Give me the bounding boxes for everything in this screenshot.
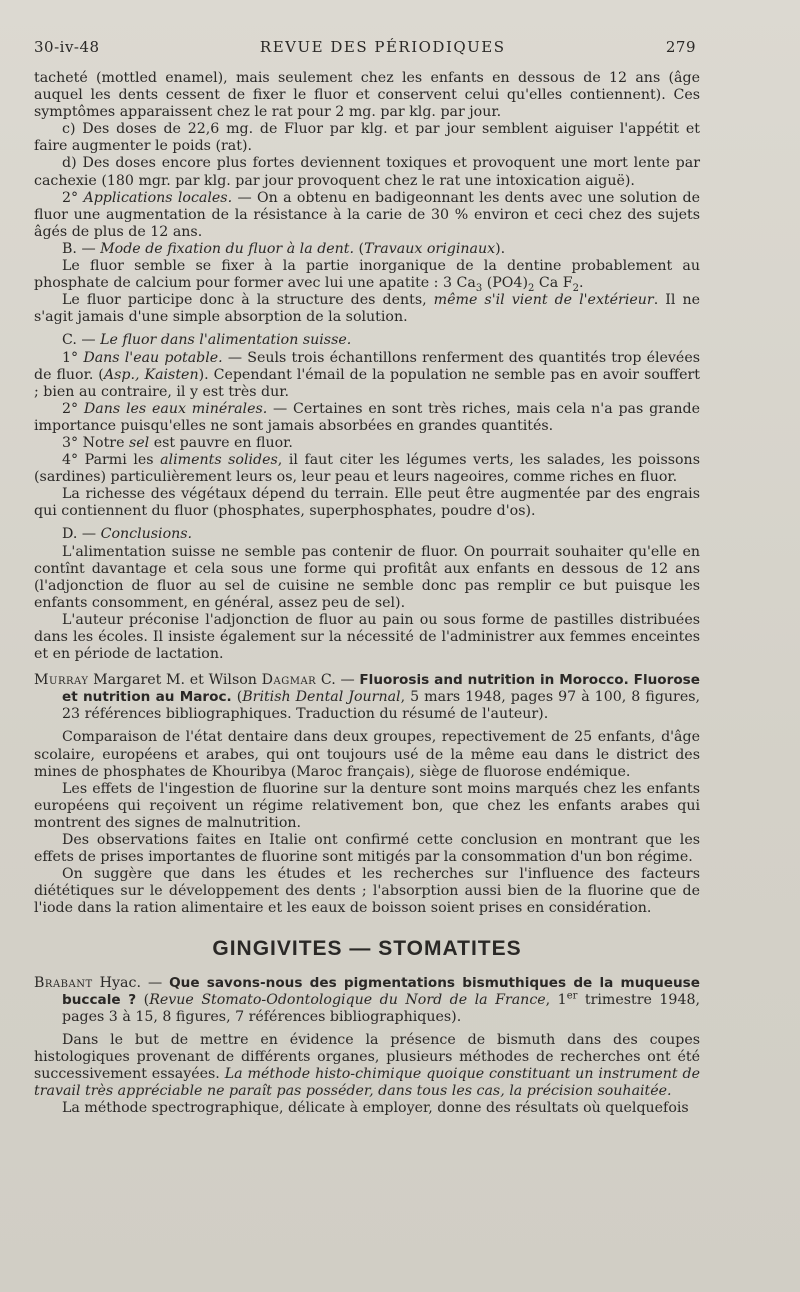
bismuth-text: Dans le but de mettre en évidence la présence de bismuth dans des coupes histologiques provenant de différents organes, plusieurs méthodes de recherches ont été successivement essayées. xyxy=(34,1031,700,1083)
paragraph-conclusion-2: L'auteur préconise l'adjonction de fluor au pain ou sous forme de pastilles distribuées dans les écoles. Il insiste également sur la nécessité de l'administrer aux femmes enceintes et en période de lactation. xyxy=(34,611,700,663)
reference-details: trimestre 1948, pages 3 à 15, 8 figures, 7 références bibliographiques). xyxy=(62,991,701,1025)
subheading-mineral-water: Dans les eaux minérales. xyxy=(83,400,268,417)
drinking-water-places: Asp., Kaisten xyxy=(103,366,199,383)
running-header xyxy=(34,38,700,56)
apatite-formula-part: Ca F xyxy=(534,275,573,292)
reference-author-rest: Hyac. — xyxy=(92,974,170,991)
solid-food-text: 4° Parmi les xyxy=(62,452,161,469)
paragraph-point-d: d) Des doses encore plus fortes deviennent toxiques et provoquent une mort lente par cachexie (180 mgr. par klg. par jour provoquent chez le rat une intoxication aiguë). xyxy=(34,155,700,189)
reference-author-rest: C. — xyxy=(316,672,360,689)
paragraph-mottled-enamel: tacheté (mottled enamel), mais seulement chez les enfants en dessous de 12 ans (âge auquel les dents cessent de fixer le fluor et conservent celui qu'elles contiennent). Ces symptômes apparaissent chez le rat pour 2 mg. par klg. par jour. xyxy=(34,70,700,121)
article-body xyxy=(34,70,700,1117)
reference-author-rest: Margaret M. et Wilson xyxy=(88,672,262,689)
fluor-structure-text: Le fluor participe donc à la structure des dents, xyxy=(62,292,434,309)
reference-paren: ( xyxy=(231,689,243,706)
reference-journal: Revue Stomato-Odontologique du Nord de la France xyxy=(149,991,546,1008)
paragraph-spectrographic: La méthode spectrographique, délicate à employer, donne des résultats où quelquefois xyxy=(62,1100,689,1117)
section-d-title: Conclusions. xyxy=(100,526,193,543)
header-title: REVUE DES PÉRIODIQUES xyxy=(259,38,506,56)
paragraph-apatite xyxy=(34,258,700,292)
formula-subscript: 2 xyxy=(528,282,535,294)
local-applications-text: — On a obtenu en badigeonnant les dents avec une solution de fluor une augmentation de la résistance à la carie de 30 % environ et ceci chez des sujets âgés de plus de 12 ans. xyxy=(34,189,700,240)
page-number: 279 xyxy=(665,38,696,56)
list-number: 1° xyxy=(62,349,79,366)
section-letter: D. — xyxy=(62,526,101,543)
reference-details: , 5 mars 1948, pages 97 à 100, 8 figures, 23 références bibliographiques. Traduction du résumé de l'auteur). xyxy=(62,689,701,723)
paragraph-vegetables: La richesse des végétaux dépend du terrain. Elle peut être augmentée par des engrais qui contiennent du fluor (phosphates, superphosphates, poudre d'os). xyxy=(34,486,700,520)
reference-title: Fluorosis and nutrition in Morocco. Fluorose et nutrition au Maroc. xyxy=(62,672,700,706)
paragraph-italy-observations: Des observations faites en Italie ont confirmé cette conclusion en montrant que les effets de prises importantes de fluorine sont mitigés par la consommation d'un bon régime. xyxy=(34,832,700,866)
list-number: 2° xyxy=(62,400,79,417)
paragraph-morocco-comparison: Comparaison de l'état dentaire dans deux groupes, repectivement de 25 enfants, d'âge scolaire, européens et arabes, qui ont toujours usé de la même eau dans le district des mines de phosphates de Khouribya (Maroc français), siège de fluorose endémique. xyxy=(34,729,700,780)
bismuth-emphasis: La méthode histo-chimique quoique constituant un instrument de travail très appréciable ne paraît pas posséder, dans tous les cas, la précision souhaitée. xyxy=(34,1066,700,1100)
paragraph-salt xyxy=(34,435,700,452)
subheading-drinking-water: Dans l'eau potable. xyxy=(83,349,223,366)
paragraph-local-applications xyxy=(34,190,700,241)
reference-murray xyxy=(34,672,700,723)
reference-author: Brabant xyxy=(34,974,93,991)
formula-subscript: 3 xyxy=(475,282,483,294)
salt-text-end: est pauvre en fluor. xyxy=(149,434,293,451)
section-b-note: Travaux originaux xyxy=(364,240,496,257)
section-letter: B. — xyxy=(62,240,101,257)
header-date: 30-iv-48 xyxy=(34,38,100,56)
salt-emphasis: sel xyxy=(128,434,150,451)
list-number: 2° xyxy=(62,189,79,206)
paragraph-bismuth-methods xyxy=(34,1032,700,1100)
reference-author: Dagmar xyxy=(261,672,317,689)
subheading-local-applications: Applications locales. xyxy=(83,189,233,206)
reference-brabant xyxy=(34,975,700,1026)
section-c-title: Le fluor dans l'alimentation suisse. xyxy=(100,332,352,349)
drinking-water-text-end: ). Cependant l'émail de la population ne semble pas en avoir souffert ; bien au contraire, il y est très dur. xyxy=(34,366,700,400)
section-b-title: Mode de fixation du fluor à la dent. xyxy=(100,240,355,257)
mineral-water-text: — Certaines en sont très riches, mais cela n'a pas grande importance puisqu'elles ne sont jamais absorbées en grandes quantités. xyxy=(34,400,701,434)
apatite-formula-part: (PO4) xyxy=(482,275,528,292)
apatite-text: Le fluor semble se fixer à la partie inorganique de la dentine probablement au phosphate de calcium pour former avec lui une apatite : 3 Ca xyxy=(34,258,700,292)
solid-food-text-end: , il faut citer les légumes verts, les salades, les poissons (sardines) particulièrement leurs os, leur peau et leurs nageoires, comme riches en fluor. xyxy=(34,452,700,486)
paragraph-point-c: c) Des doses de 22,6 mg. de Fluor par klg. et par jour semblent aiguiser l'appétit et faire augmenter le poids (rat). xyxy=(34,121,700,155)
heading-section-b: B. — Mode de fixation du fluor à la dent. (Travaux originaux). xyxy=(62,240,506,257)
heading-section-d xyxy=(34,526,700,543)
section-heading-gingivitis: GINGIVITES — STOMATITES xyxy=(212,936,522,960)
solid-food-emphasis: aliments solides xyxy=(160,452,278,469)
fluor-structure-emphasis: même s'il vient de l'extérieur xyxy=(433,292,654,309)
section-letter: C. — xyxy=(62,332,101,349)
paragraph-mineral-water xyxy=(34,401,700,435)
paragraph-morocco-effects: Les effets de l'ingestion de fluorine sur la denture sont moins marqués chez les enfants européens qui reçoivent un régime relativement bon, que chez les enfants arabes qui montrent des signes de malnutrition. xyxy=(34,780,700,831)
paragraph-dietary-factors: On suggère que dans les études et les recherches sur l'influence des facteurs diététiques sur le développement des dents ; l'absorption aussi bien de la fluorine que de l'iode dans la ration alimentaire et les eaux de boisson soient prises en considération. xyxy=(34,866,700,917)
heading-section-c xyxy=(34,332,700,349)
formula-subscript: 2 xyxy=(572,282,579,294)
reference-title: Que savons-nous des pigmentations bismuthiques de la muqueuse buccale ? xyxy=(62,974,700,1008)
reference-paren: ( xyxy=(136,991,150,1008)
drinking-water-text: — Seuls trois échantillons renferment des quantités trop élevées de fluor. ( xyxy=(34,349,701,383)
paragraph-solid-food xyxy=(34,452,700,486)
reference-journal: British Dental Journal xyxy=(242,689,401,706)
reference-author: Murray xyxy=(34,672,89,689)
salt-text: 3° Notre xyxy=(62,434,129,451)
paragraph-fluor-structure xyxy=(34,292,700,326)
paragraph-conclusion-1: L'alimentation suisse ne semble pas contenir de fluor. On pourrait souhaiter qu'elle en contînt davantage et cela sous une forme qui profitât aux enfants en dessous de 12 ans (l'adjonction de fluor au sel de cuisine ne semble donc pas remplir ce but puisque les enfants consomment, en général, assez peu de sel). xyxy=(34,543,700,611)
reference-date: , 1 xyxy=(545,991,567,1008)
apatite-formula-end: . xyxy=(578,275,584,292)
fluor-structure-text-end: . Il ne s'agit jamais d'une simple absorption de la solution. xyxy=(34,292,700,326)
paragraph-drinking-water xyxy=(34,350,700,401)
reference-date-superscript: er xyxy=(566,989,578,1001)
